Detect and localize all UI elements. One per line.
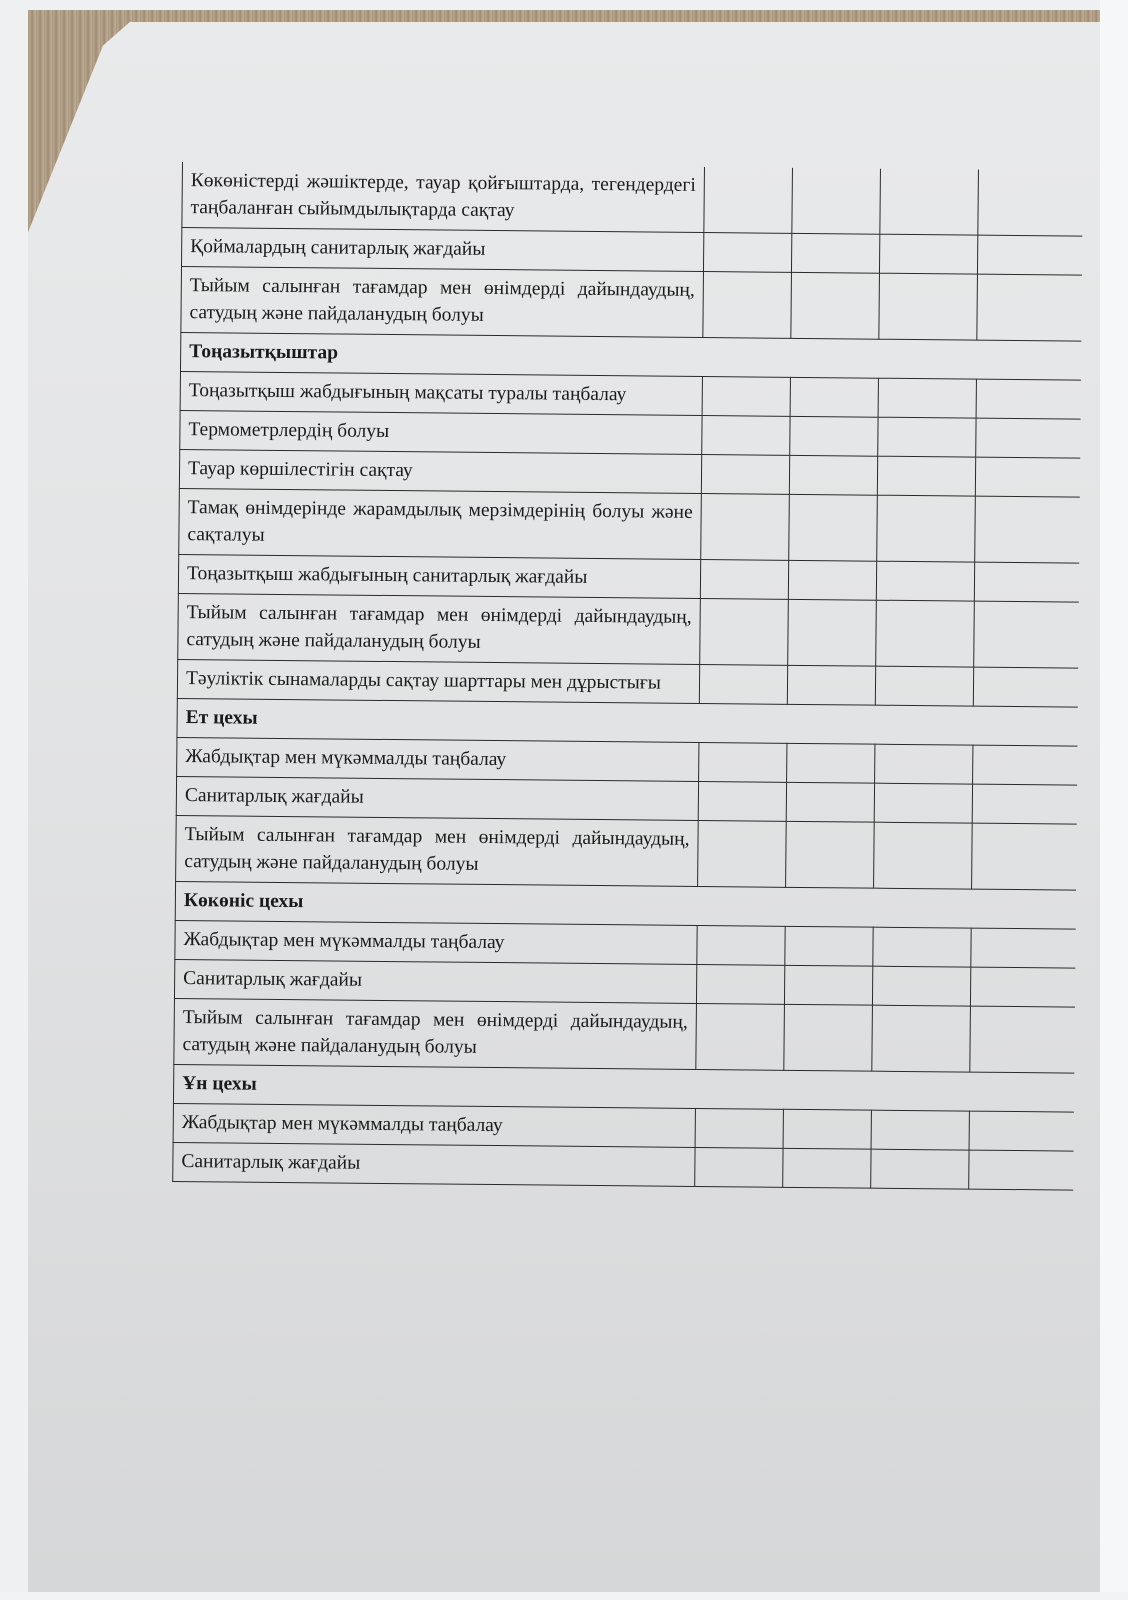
blank-check-cell[interactable]: [974, 601, 1079, 668]
blank-check-cell[interactable]: [702, 416, 790, 456]
image-border-bottom: [0, 1592, 1128, 1600]
blank-check-cell[interactable]: [701, 455, 789, 495]
blank-check-cell[interactable]: [702, 377, 790, 417]
blank-check-cell[interactable]: [875, 744, 973, 784]
blank-check-cell[interactable]: [703, 233, 791, 273]
blank-check-cell[interactable]: [978, 170, 1083, 236]
checklist-item-label: Қоймалардың санитарлық жағдайы: [181, 228, 703, 272]
blank-check-cell[interactable]: [697, 925, 785, 965]
blank-check-cell[interactable]: [704, 167, 793, 233]
inspection-checklist-table: [172, 162, 1082, 1191]
blank-check-cell[interactable]: [876, 561, 974, 601]
checklist-item-label: Жабдықтар мен мүкәммалды таңбалау: [175, 920, 697, 964]
blank-check-cell[interactable]: [787, 743, 875, 783]
blank-check-cell[interactable]: [788, 560, 876, 600]
blank-check-cell[interactable]: [969, 1111, 1073, 1151]
blank-check-cell[interactable]: [880, 169, 979, 235]
blank-check-cell[interactable]: [874, 822, 973, 889]
blank-check-cell[interactable]: [975, 496, 1080, 563]
blank-check-cell[interactable]: [786, 821, 875, 888]
blank-check-cell[interactable]: [791, 272, 880, 339]
checklist-item-label: Тәуліктік сынамаларды сақтау шарттары мен дұрыстығы: [177, 659, 699, 703]
section-title: Ет цехы: [177, 698, 1077, 746]
checklist-item-label: Тоңазытқыш жабдығының мақсаты туралы таңбалау: [180, 371, 702, 415]
blank-check-cell[interactable]: [875, 666, 973, 706]
checklist-item-label: Санитарлық жағдайы: [176, 776, 698, 820]
blank-check-cell[interactable]: [972, 784, 1076, 824]
blank-check-cell[interactable]: [970, 1006, 1075, 1073]
blank-check-cell[interactable]: [877, 456, 975, 496]
checklist-row: [173, 1142, 1073, 1190]
blank-check-cell[interactable]: [977, 235, 1081, 275]
blank-check-cell[interactable]: [877, 495, 976, 562]
blank-check-cell[interactable]: [872, 966, 970, 1006]
section-title: Көкөніс цехы: [175, 881, 1075, 929]
blank-check-cell[interactable]: [695, 1108, 783, 1148]
blank-check-cell[interactable]: [695, 1147, 783, 1187]
blank-check-cell[interactable]: [879, 234, 977, 274]
checklist-item-label: Тыйым салынған тағамдар мен өнімдерді дайындаудың, сатудың және пайдаланудың болуы: [181, 267, 704, 338]
blank-check-cell[interactable]: [789, 494, 878, 561]
blank-check-cell[interactable]: [976, 418, 1080, 458]
blank-check-cell[interactable]: [788, 599, 877, 666]
blank-check-cell[interactable]: [784, 1004, 873, 1071]
blank-check-cell[interactable]: [784, 965, 872, 1005]
blank-check-cell[interactable]: [786, 782, 874, 822]
blank-check-cell[interactable]: [873, 927, 971, 967]
checklist-item-label: Тыйым салынған тағамдар мен өнімдерді дайындаудың, сатудың және пайдаланудың болуы: [174, 998, 697, 1069]
checklist-row: [178, 593, 1079, 668]
blank-check-cell[interactable]: [783, 1148, 871, 1188]
blank-check-cell[interactable]: [696, 1003, 785, 1070]
blank-check-cell[interactable]: [872, 1005, 971, 1072]
blank-check-cell[interactable]: [790, 377, 878, 417]
blank-check-cell[interactable]: [703, 272, 792, 339]
checklist-item-label: Жабдықтар мен мүкәммалды таңбалау: [173, 1103, 695, 1147]
blank-check-cell[interactable]: [789, 455, 877, 495]
blank-check-cell[interactable]: [871, 1149, 969, 1189]
checklist-item-label: Тамақ өнімдерінде жарамдылық мерзімдерінің болуы және сақталуы: [179, 488, 702, 559]
blank-check-cell[interactable]: [790, 416, 878, 456]
section-title: Тоңазытқыштар: [180, 332, 1080, 380]
image-border-right: [1100, 0, 1128, 1600]
blank-check-cell[interactable]: [973, 667, 1077, 707]
blank-check-cell[interactable]: [972, 823, 1077, 890]
blank-check-cell[interactable]: [701, 494, 790, 561]
blank-check-cell[interactable]: [783, 1109, 871, 1149]
checklist-row: [179, 488, 1080, 563]
checklist-row: [176, 815, 1077, 890]
blank-check-cell[interactable]: [699, 742, 787, 782]
blank-check-cell[interactable]: [699, 664, 787, 704]
checklist-item-label: Санитарлық жағдайы: [173, 1142, 695, 1186]
section-title: Ұн цехы: [173, 1064, 1073, 1112]
blank-check-cell[interactable]: [878, 378, 976, 418]
blank-check-cell[interactable]: [700, 559, 788, 599]
checklist-item-label: Көкөністерді жәшіктерде, тауар қойғыштарда, тегендердегі таңбаланған сыйымдылықтарда сақтау: [182, 162, 705, 233]
blank-check-cell[interactable]: [698, 820, 787, 887]
blank-check-cell[interactable]: [971, 928, 1075, 968]
checklist-item-label: Тауар көршілестігін сақтау: [179, 449, 701, 493]
blank-check-cell[interactable]: [874, 783, 972, 823]
blank-check-cell[interactable]: [970, 967, 1074, 1007]
blank-check-cell[interactable]: [975, 457, 1079, 497]
blank-check-cell[interactable]: [879, 273, 978, 340]
blank-check-cell[interactable]: [878, 417, 976, 457]
blank-check-cell[interactable]: [700, 598, 789, 665]
checklist-document: [172, 162, 1082, 1191]
blank-check-cell[interactable]: [871, 1110, 969, 1150]
blank-check-cell[interactable]: [973, 745, 1077, 785]
blank-check-cell[interactable]: [791, 233, 879, 273]
checklist-row: [174, 998, 1075, 1073]
blank-check-cell[interactable]: [792, 168, 881, 234]
blank-check-cell[interactable]: [696, 964, 784, 1004]
blank-check-cell[interactable]: [876, 600, 975, 667]
checklist-item-label: Санитарлық жағдайы: [174, 959, 696, 1003]
checklist-row: [181, 267, 1082, 342]
blank-check-cell[interactable]: [969, 1150, 1073, 1190]
blank-check-cell[interactable]: [974, 562, 1078, 602]
blank-check-cell[interactable]: [787, 665, 875, 705]
blank-check-cell[interactable]: [976, 379, 1080, 419]
blank-check-cell[interactable]: [977, 274, 1082, 341]
blank-check-cell[interactable]: [698, 781, 786, 821]
checklist-row: [182, 162, 1083, 236]
checklist-item-label: Тыйым салынған тағамдар мен өнімдерді дайындаудың, сатудың және пайдаланудың болуы: [176, 815, 699, 886]
checklist-item-label: Термометрлердің болуы: [180, 410, 702, 454]
checklist-item-label: Жабдықтар мен мүкәммалды таңбалау: [177, 737, 699, 781]
checklist-item-label: Тыйым салынған тағамдар мен өнімдерді дайындаудың, сатудың және пайдаланудың болуы: [178, 593, 701, 664]
checklist-item-label: Тоңазытқыш жабдығының санитарлық жағдайы: [178, 554, 700, 598]
blank-check-cell[interactable]: [785, 926, 873, 966]
